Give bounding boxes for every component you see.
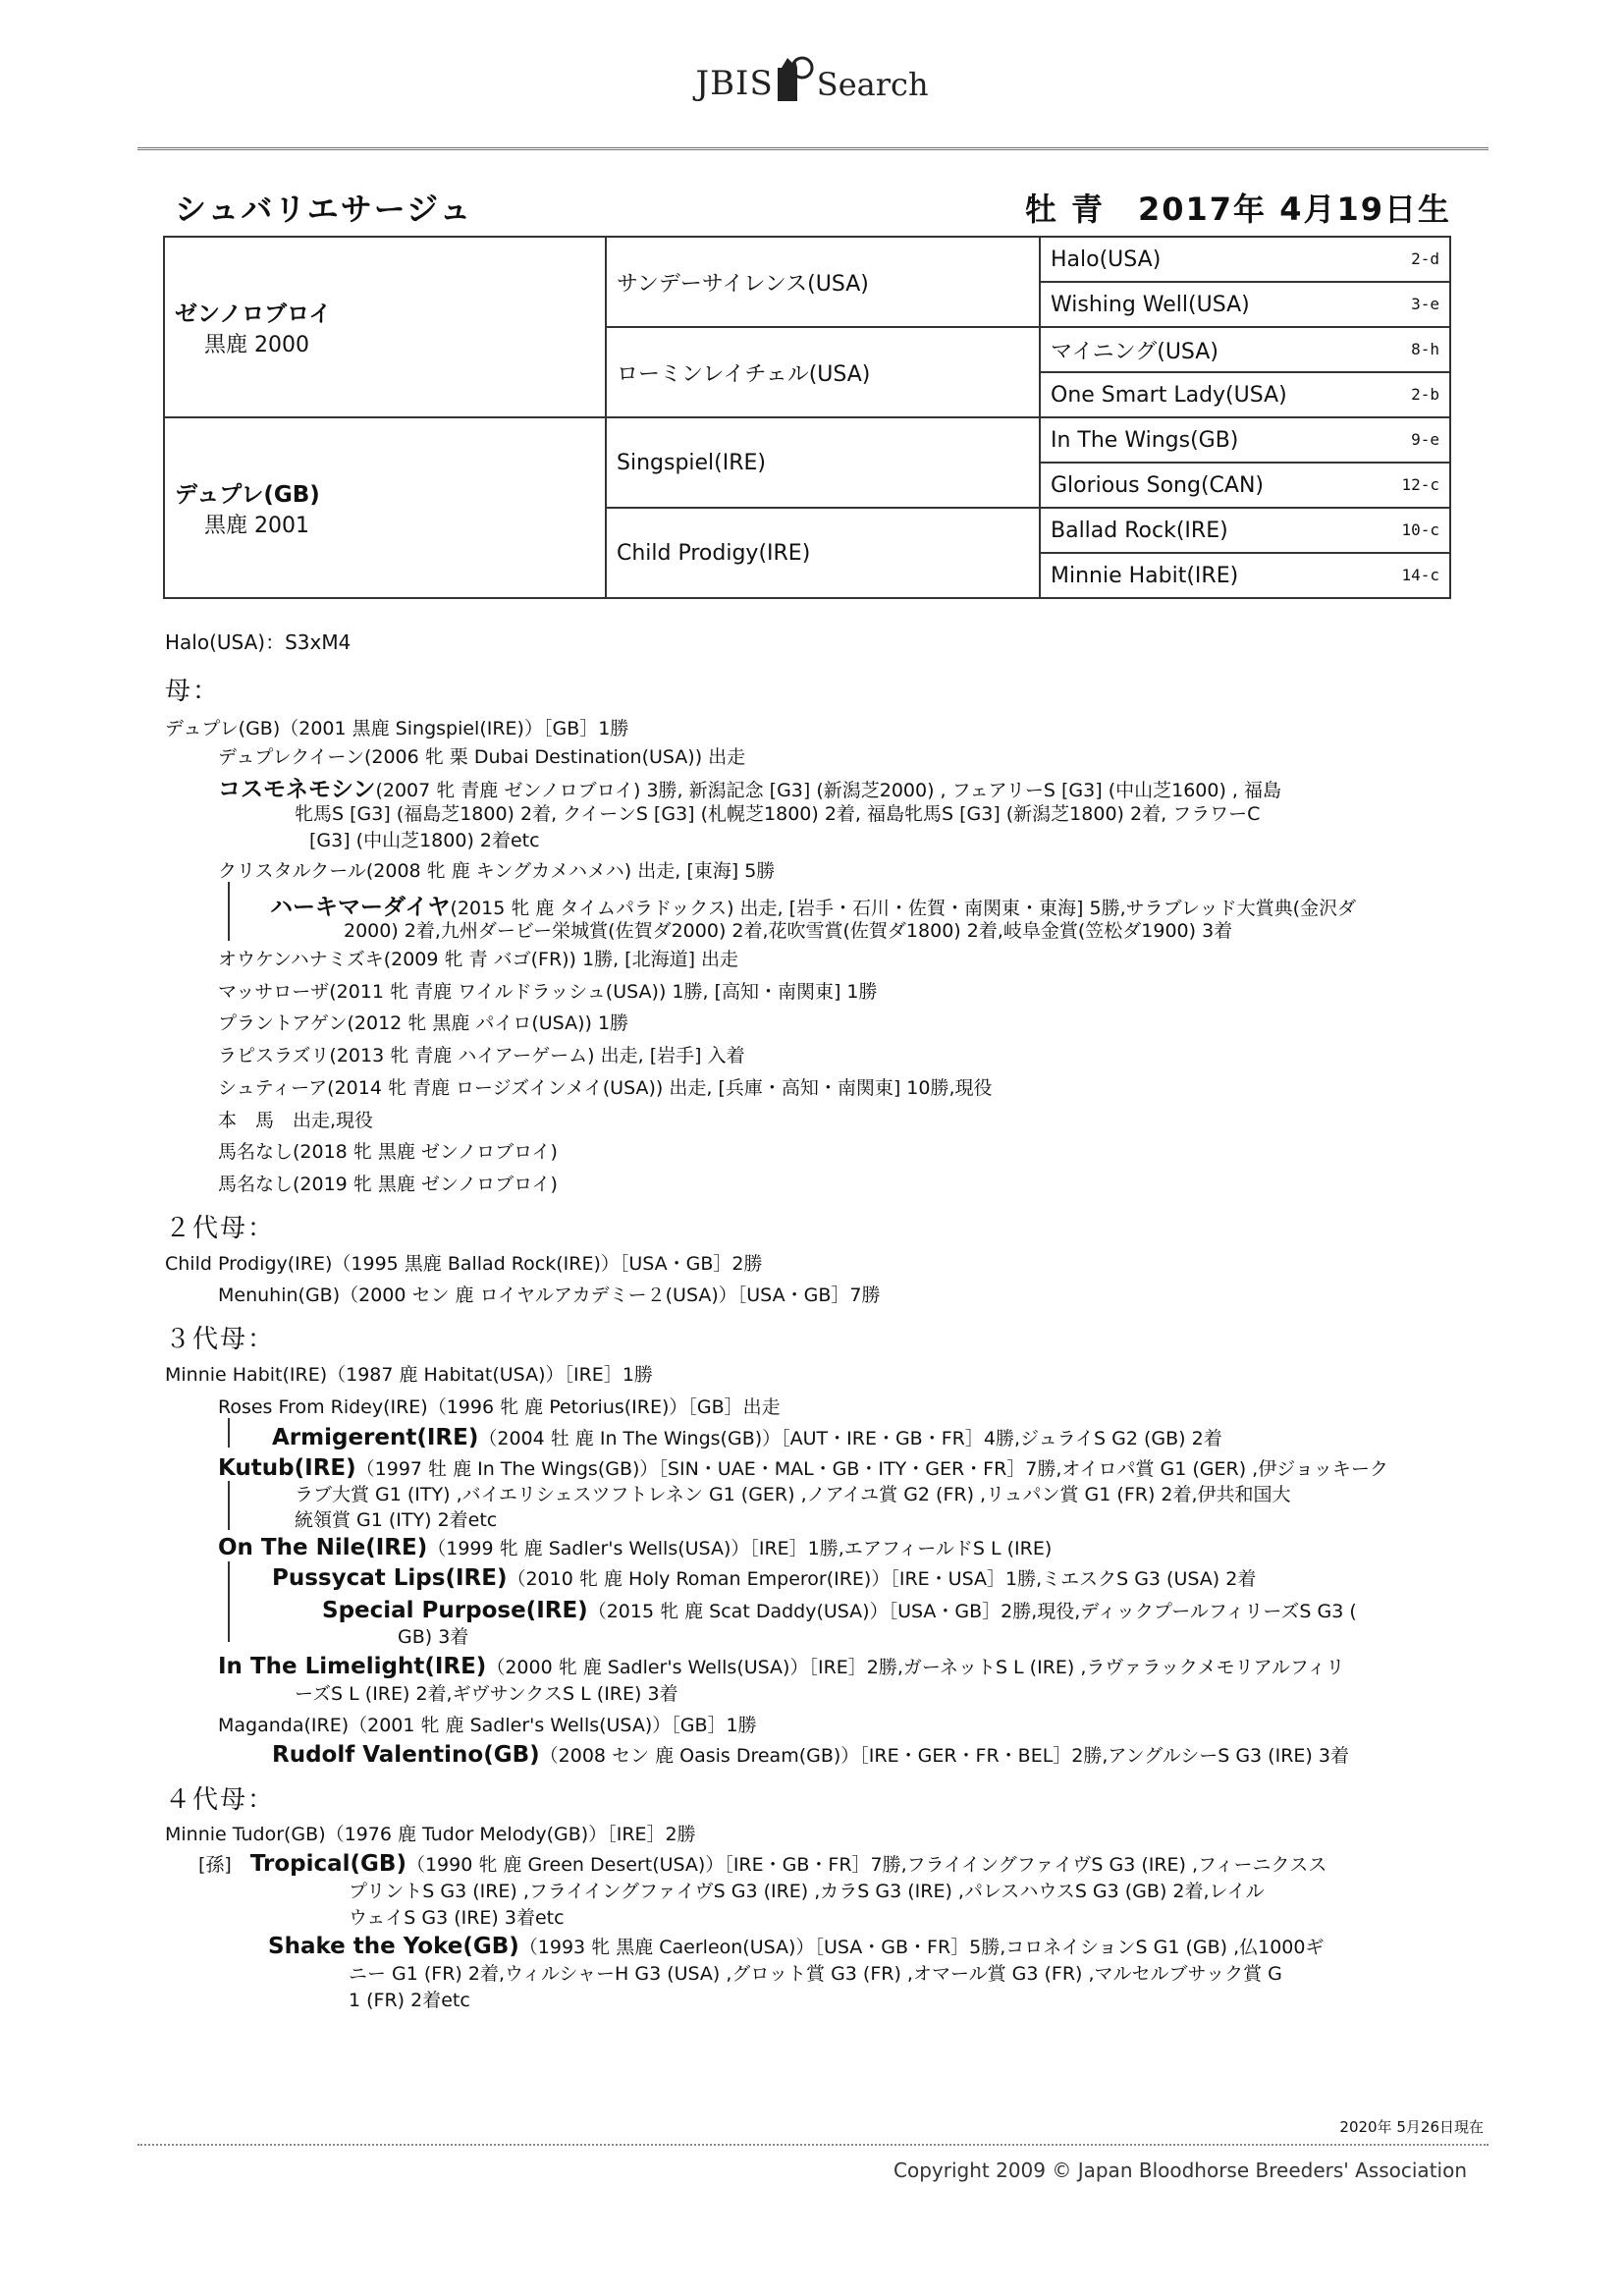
g3-name: One Smart Lady(USA) [1051, 382, 1287, 408]
horse-record: （2015 牝 鹿 Scat Daddy(USA)）［USA・GB］2勝,現役,ディックプールフィリーズS G3 ( [587, 1601, 1357, 1622]
g3-name: マイニング(USA) [1051, 339, 1218, 364]
horse-record: （1990 牝 鹿 Green Desert(USA)）［IRE・GB・FR］7勝,フライイングファイヴS G3 (IRE) ,フィーニクスス [406, 1854, 1327, 1876]
dam-cell [164, 417, 606, 598]
horse-name-bold: Special Purpose(IRE) [322, 1598, 588, 1623]
family-line: ウェイS G3 (IRE) 3着etc [349, 1907, 565, 1929]
family-line [218, 1454, 1388, 1481]
footer-divider [137, 2144, 1489, 2146]
tree-connector [228, 1561, 230, 1642]
family-number: 2-d [1411, 249, 1439, 268]
header-divider [137, 147, 1489, 150]
family-line: ラピスラズリ(2013 牝 青鹿 ハイアーゲーム) 出走, [岩手] 入着 [218, 1045, 745, 1066]
sire-sire-cell: サンデーサイレンス(USA) [606, 237, 1040, 327]
g3-name: In The Wings(GB) [1051, 427, 1239, 453]
family-line: 2000) 2着,九州ダービー栄城賞(佐賀ダ2000) 2着,花吹雪賞(佐賀ダ1800) 2着,岐阜金賞(笠松ダ1900) 3着 [344, 920, 1233, 942]
horse-record: （1999 牝 鹿 Sadler's Wells(USA)）［IRE］1勝,エアフィールドS L (IRE) [427, 1538, 1053, 1559]
horse-record: (2015 牝 鹿 タイムパラドックス) 出走, [岩手・石川・佐賀・南関東・東海] 5勝,サラブレッド大賞典(金沢ダ [450, 898, 1357, 919]
family-line: ーズS L (IRE) 2着,ギヴサンクスS L (IRE) 3着 [295, 1683, 678, 1705]
dam-dam-cell: Child Prodigy(IRE) [606, 508, 1040, 598]
section-3rd-dam: ３代母： [165, 1325, 276, 1354]
family-line [218, 1534, 1052, 1560]
family-line: 馬名なし(2018 牝 黒鹿 ゼンノロブロイ) [218, 1141, 558, 1163]
g3-cell [1040, 508, 1450, 553]
horse-name-bold: コスモネモシン [218, 777, 376, 802]
family-line: Minnie Habit(IRE)（1987 鹿 Habitat(USA)）［IRE］1勝 [165, 1364, 653, 1386]
family-line: 牝馬S [G3] (福島芝1800) 2着, クイーンS [G3] (札幌芝1800) 2着, 福島牝馬S [G3] (新潟芝1800) 2着, フラワーC [295, 803, 1261, 825]
family-line: Minnie Tudor(GB)（1976 鹿 Tudor Melody(GB)）［IRE］2勝 [165, 1824, 696, 1845]
family-line [272, 1741, 1349, 1768]
family-line: プラントアゲン(2012 牝 黒鹿 パイロ(USA)) 1勝 [218, 1012, 629, 1034]
logo-text-right: Search [816, 66, 929, 103]
family-line: シュティーア(2014 牝 青鹿 ロージズインメイ(USA)) 出走, [兵庫・高知・南関東] 10勝,現役 [218, 1077, 993, 1099]
horse-name-bold: ハーキマーダイヤ [270, 895, 451, 920]
family-line [322, 1597, 1357, 1623]
section-2nd-dam: ２代母： [165, 1214, 276, 1243]
logo-header [0, 54, 1624, 103]
g3-cell [1040, 282, 1450, 327]
sire-name: ゼンノロブロイ [175, 301, 332, 327]
family-number: 2-b [1411, 385, 1439, 404]
family-line: デュプレ(GB)（2001 黒鹿 Singspiel(IRE)）［GB］1勝 [165, 718, 629, 739]
family-number: 12-c [1401, 475, 1439, 494]
g3-name: Ballad Rock(IRE) [1051, 518, 1228, 543]
sire-dam-cell: ローミンレイチェル(USA) [606, 327, 1040, 417]
horse-name-bold: Kutub(IRE) [218, 1455, 356, 1481]
dam-name: デュプレ(GB) [175, 482, 320, 508]
family-line: GB) 3着 [398, 1626, 469, 1648]
horse-name-bold: Pussycat Lips(IRE) [272, 1565, 508, 1591]
dam-sire-cell: Singspiel(IRE) [606, 417, 1040, 508]
horse-record: （2010 牝 鹿 Holy Roman Emperor(IRE)）［IRE・USA］1勝,ミエスクS G3 (USA) 2着 [507, 1568, 1257, 1590]
family-number: 8-h [1411, 340, 1439, 358]
horse-record: (2007 牝 青鹿 ゼンノロブロイ) 3勝, 新潟記念 [G3] (新潟芝2000) , フェアリーS [G3] (中山芝1600) , 福島 [375, 780, 1281, 801]
g3-cell [1040, 237, 1450, 282]
tree-connector [228, 882, 230, 941]
horse-record: （2008 セン 鹿 Oasis Dream(GB)）［IRE・GER・FR・BEL］2勝,アングルシーS G3 (IRE) 3着 [539, 1745, 1349, 1767]
family-line: マッサローザ(2011 牝 青鹿 ワイルドラッシュ(USA)) 1勝, [高知・南関東] 1勝 [218, 981, 878, 1003]
g3-name: Wishing Well(USA) [1051, 292, 1250, 317]
horse-name-bold: Rudolf Valentino(GB) [272, 1742, 540, 1768]
family-line: オウケンハナミズキ(2009 牝 青 バゴ(FR)) 1勝, [北海道] 出走 [218, 949, 739, 970]
as-of-date: 2020年 5月26日現在 [1339, 2118, 1484, 2136]
sire-meta: 黒鹿 2000 [204, 333, 309, 357]
horse-record: （1997 牡 鹿 In The Wings(GB)）［SIN・UAE・MAL・GB・ITY・GER・FR］7勝,オイロパ賞 G1 (GER) ,伊ジョッキーク [355, 1458, 1388, 1480]
sire-cell [164, 237, 606, 417]
horse-record: （1993 牝 黒鹿 Caerleon(USA)）［USA・GB・FR］5勝,コロネイションS G1 (GB) ,仏1000ギ [518, 1937, 1325, 1958]
horse-name-bold: Tropical(GB) [249, 1851, 406, 1877]
family-line [272, 1564, 1256, 1591]
section-4th-dam: ４代母： [165, 1785, 276, 1815]
horse-name-bold: Shake the Yoke(GB) [268, 1934, 519, 1959]
pedigree-table [163, 236, 1451, 599]
g3-cell [1040, 463, 1450, 508]
title-row [175, 185, 1451, 228]
family-line: Roses From Ridey(IRE)（1996 牝 鹿 Petorius(IRE)）［GB］出走 [218, 1396, 781, 1418]
g3-name: Minnie Habit(IRE) [1051, 563, 1239, 588]
family-line: Maganda(IRE)（2001 牝 鹿 Sadler's Wells(USA)）［GB］1勝 [218, 1715, 757, 1736]
family-line: ラブ大賞 G1 (ITY) ,バイエリシェスツフトレネン G1 (GER) ,ノアイユ賞 G2 (FR) ,リュパン賞 G1 (FR) 2着,伊共和国大 [295, 1484, 1291, 1505]
logo-text-left: JBIS [695, 64, 774, 103]
family-number: 10-c [1401, 520, 1439, 539]
family-number: 14-c [1401, 566, 1439, 584]
tree-connector [228, 1418, 230, 1448]
family-line [198, 1850, 1326, 1877]
horse-name-bold: On The Nile(IRE) [218, 1535, 428, 1560]
family-line: 1 (FR) 2着etc [349, 1990, 470, 2011]
tree-connector [228, 1481, 230, 1530]
family-line: [G3] (中山芝1800) 2着etc [309, 830, 540, 851]
horse-name: シュバリエサージュ [175, 191, 473, 228]
horse-record: （2000 牝 鹿 Sadler's Wells(USA)）［IRE］2勝,ガーネットS L (IRE) ,ラヴァラックメモリアルフィリ [486, 1657, 1345, 1678]
family-line: ニー G1 (FR) 2着,ウィルシャーH G3 (USA) ,グロット賞 G3 (FR) ,オマール賞 G3 (FR) ,マルセルブサック賞 G [349, 1963, 1282, 1985]
family-line [218, 1653, 1344, 1679]
family-line: 本 馬 出走,現役 [218, 1110, 374, 1131]
family-line: 統領賞 G1 (ITY) 2着etc [295, 1509, 498, 1531]
horse-name-bold: In The Limelight(IRE) [218, 1654, 487, 1679]
grandchild-marker: [孫] [198, 1854, 232, 1876]
family-number: 9-e [1411, 430, 1439, 449]
horse-record: （2004 牡 鹿 In The Wings(GB)）［AUT・IRE・GB・FR］4勝,ジュライS G2 (GB) 2着 [478, 1428, 1222, 1449]
inbreeding-note: Halo(USA)：S3xM4 [165, 630, 352, 654]
g3-cell [1040, 417, 1450, 463]
family-line: Menuhin(GB)（2000 セン 鹿 ロイヤルアカデミー２(USA)）［USA・GB］7勝 [218, 1285, 881, 1306]
horse-name-bold: Armigerent(IRE) [272, 1425, 479, 1450]
g3-cell [1040, 327, 1450, 372]
copyright: Copyright 2009 © Japan Bloodhorse Breeders' Association [893, 2159, 1467, 2182]
family-line: Child Prodigy(IRE)（1995 黒鹿 Ballad Rock(IRE)）［USA・GB］2勝 [165, 1253, 763, 1275]
family-line: 馬名なし(2019 牝 黒鹿 ゼンノロブロイ) [218, 1174, 558, 1195]
horse-sex-color-birth: 牡 青 2017年 4月19日生 [1024, 191, 1451, 228]
g3-cell [1040, 553, 1450, 598]
g3-name: Glorious Song(CAN) [1051, 472, 1265, 498]
family-number: 3-e [1411, 295, 1439, 313]
dam-meta: 黒鹿 2001 [204, 514, 309, 538]
jbis-search-logo[interactable] [695, 54, 928, 103]
family-line: プリントS G3 (IRE) ,フライイングファイヴS G3 (IRE) ,カラS G3 (IRE) ,パレスハウスS G3 (GB) 2着,レイル [349, 1881, 1265, 1902]
g3-name: Halo(USA) [1051, 246, 1162, 272]
section-dam: 母： [165, 677, 221, 706]
family-line [272, 1424, 1222, 1450]
horse-magnifier-icon [776, 54, 815, 103]
g3-cell [1040, 372, 1450, 417]
family-line: クリスタルクール(2008 牝 鹿 キングカメハメハ) 出走, [東海] 5勝 [218, 860, 776, 882]
family-line [268, 1933, 1324, 1959]
family-line: デュプレクイーン(2006 牝 栗 Dubai Destination(USA)) 出走 [218, 746, 746, 768]
